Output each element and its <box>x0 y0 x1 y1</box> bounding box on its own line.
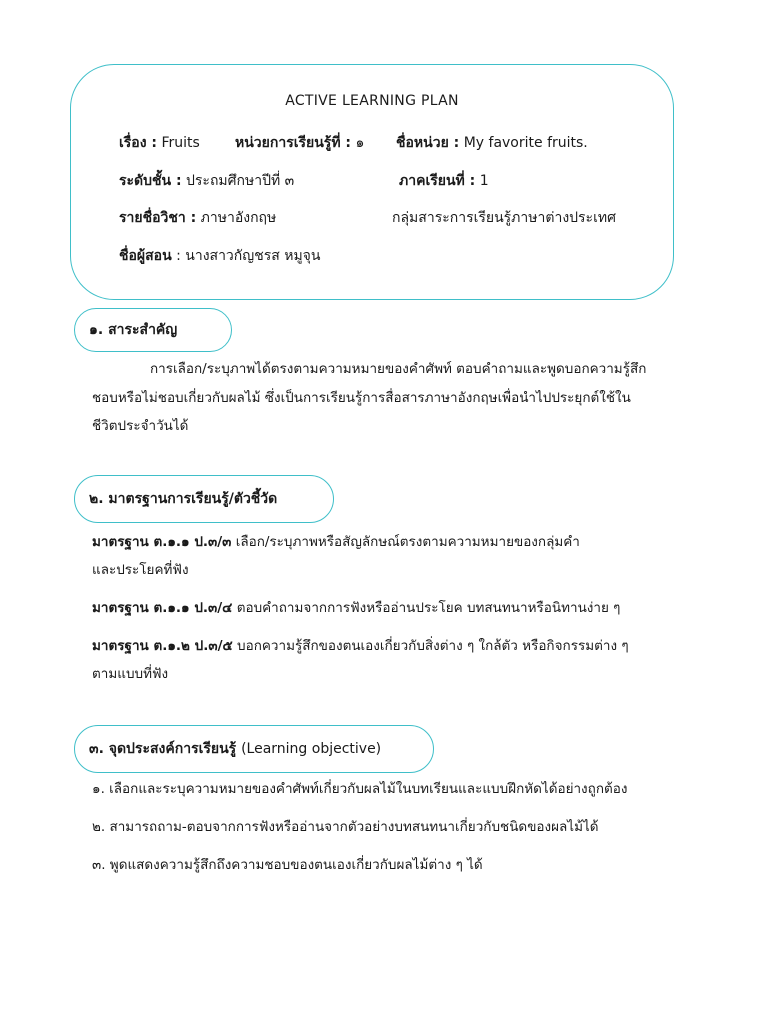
section1-line-2: ชอบหรือไม่ชอบเกี่ยวกับผลไม้ ซึ่งเป็นการเรียนรู้การสื่อสารภาษาอังกฤษเพื่อนำไปประยุกต์ใช้ใน <box>92 390 631 406</box>
level-value: ประถมศึกษาปีที่ ๓ <box>186 173 295 189</box>
standard-1 <box>92 530 580 552</box>
semester-value: 1 <box>479 173 489 189</box>
standard-3-code: มาตรฐาน ต.๑.๒ ป.๓/๕ <box>92 638 233 654</box>
unit-no-value: ๑ <box>355 135 365 151</box>
teacher-row <box>119 245 320 267</box>
plan-title: ACTIVE LEARNING PLAN <box>285 93 459 109</box>
level-label: ระดับชั้น : <box>119 173 182 189</box>
section2-heading: ๒. มาตรฐานการเรียนรู้/ตัวชี้วัด <box>74 475 334 523</box>
unit-name-label: ชื่อหน่วย : <box>396 135 460 151</box>
teacher-value: : นางสาวกัญชรส หมูจุน <box>176 248 321 264</box>
standard-3 <box>92 634 629 656</box>
unit-no-row <box>235 132 364 154</box>
standard-2-text: ตอบคำถามจากการฟังหรืออ่านประโยค บทสนทนาหรือนิทานง่าย ๆ <box>236 600 621 616</box>
lesson-plan-header <box>70 64 674 300</box>
level-row <box>119 170 294 192</box>
topic-label: เรื่อง : <box>119 135 158 151</box>
section1-line-3: ชีวิตประจำวันได้ <box>92 418 189 434</box>
unit-no-label: หน่วยการเรียนรู้ที่ : <box>235 135 352 151</box>
standard-3-cont: ตามแบบที่ฟัง <box>92 666 169 682</box>
unit-name-value: My favorite fruits. <box>463 135 588 151</box>
section1-heading: ๑. สาระสำคัญ <box>74 308 232 352</box>
semester-label: ภาคเรียนที่ : <box>399 173 476 189</box>
standard-2-code: มาตรฐาน ต.๑.๑ ป.๓/๔ <box>92 600 233 616</box>
topic-value: Fruits <box>161 135 200 151</box>
objective-3: ๓. พูดแสดงความรู้สึกถึงความชอบของตนเองเกี่ยวกับผลไม้ต่าง ๆ ได้ <box>92 857 483 873</box>
subject-value: ภาษาอังกฤษ <box>200 210 277 226</box>
objective-1: ๑. เลือกและระบุความหมายของคำศัพท์เกี่ยวกับผลไม้ในบทเรียนและแบบฝึกหัดได้อย่างถูกต้อง <box>92 781 628 797</box>
topic-row <box>119 132 200 154</box>
standard-1-cont: และประโยคที่ฟัง <box>92 562 189 578</box>
standard-2 <box>92 596 620 618</box>
section1-line-1: การเลือก/ระบุภาพได้ตรงตามความหมายของคำศัพท์ ตอบคำถามและพูดบอกความรู้สึก <box>150 361 647 377</box>
unit-name-row <box>396 132 588 154</box>
standard-3-text: บอกความรู้สึกของตนเองเกี่ยวกับสิ่งต่าง ๆ ใกล้ตัว หรือกิจกรรมต่าง ๆ <box>237 638 629 654</box>
section3-heading <box>74 725 434 773</box>
teacher-label: ชื่อผู้สอน <box>119 248 172 264</box>
subject-label: รายชื่อวิชา : <box>119 210 197 226</box>
section3-heading-en: (Learning objective) <box>241 741 382 757</box>
subject-row <box>119 207 276 229</box>
standard-1-text: เลือก/ระบุภาพหรือสัญลักษณ์ตรงตามความหมายของกลุ่มคำ <box>235 534 580 550</box>
standard-1-code: มาตรฐาน ต.๑.๑ ป.๓/๓ <box>92 534 232 550</box>
learning-group: กลุ่มสาระการเรียนรู้ภาษาต่างประเทศ <box>392 210 616 226</box>
objective-2: ๒. สามารถถาม-ตอบจากการฟังหรืออ่านจากตัวอย่างบทสนทนาเกี่ยวกับชนิดของผลไม้ได้ <box>92 819 599 835</box>
semester-row <box>399 170 489 192</box>
section3-heading-th: ๓. จุดประสงค์การเรียนรู้ <box>89 741 237 757</box>
